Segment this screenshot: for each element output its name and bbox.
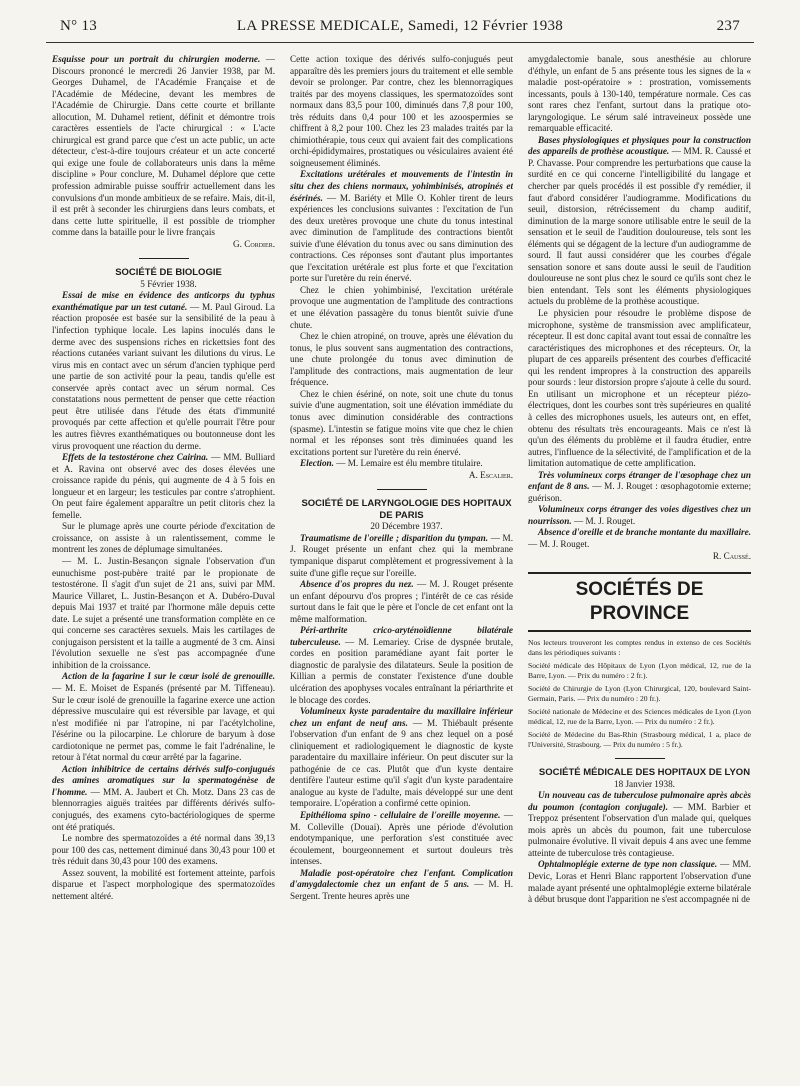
text-columns [52, 54, 752, 1079]
article: Péri-arthrite crico-aryténoïdienne bilatérale tuberculeuse. — M. Lemariey. Crise de dyspnée brutale, cordes en position paramédiane ayant fait porter le diagnostic de paralysie des dilatateurs. Seule la position de Killian a permis de constater l'existence d'une double ulcération des apophyses vocales entraînant la périarthrite et le blocage des cordes. [290, 625, 513, 705]
issue-number: N° 13 [60, 18, 98, 34]
article: Ophtalmoplégie externe de type non classique. — MM. Devic, Loras et Henri Blanc rapportent l'observation d'une malade ayant présenté une ophtalmoplégie externe bilatérale à début brusque dont l'apparition ne s'est accompagnée ni de [528, 859, 751, 905]
article: Effets de la testostérone chez Cairina. — MM. Bulliard et A. Ravina ont observé avec des doses élevées une croissance rapide du pénis, qui augmente de 4 à 5 fois en longueur et en largeur; les testicules par contre s'atrophient. On peut faire également apparaître un petit clitoris chez la femelle. [52, 452, 275, 520]
section-title: SOCIÉTÉ DE LARYNGOLOGIE DES HOPITAUX DE PARIS [301, 498, 512, 521]
paragraph: Cette action toxique des dérivés sulfo-conjugués peut apparaître dès les premiers jours du traitement et elle semble devoir se prolonger. Par contre, chez les blennorragiques traités par des moyens classiques, les spermatozoïdes sont normaux dans 83,5 pour 100, diminués dans 7,8 pour 100, très réduits dans 0,4 pour 100 et les azoospermies se chiffrent à 8,2 pour 100. Chez les 23 malades traités par la chimiothérapie, tous ceux qui avaient fait des complications orchi-épididymaires, prostatiques ou vésiculaires avaient été soigneusement éliminés. [290, 54, 513, 168]
section-date: 5 Février 1938. [140, 278, 197, 289]
article: Volumineux kyste paradentaire du maxillaire inférieur chez un enfant de neuf ans. — M. Thiébault présente l'observation d'un enfant de 9 ans chez lequel on a posé cliniquement et radiologiquement le diagnostic de kyste paradentaire du maxillaire inférieur. On peut discuter sur la pathogénie de ce cas. Plutôt que d'un kyste dentaire dentifère l'auteur estime qu'il s'agit d'un kyste paradentaire analogue au kyste de l'adulte, mais développé sur une dent temporaire. L'opération a confirmé cette opinion. [290, 706, 513, 809]
section-title: SOCIÉTÉ DE BIOLOGIE [115, 267, 222, 279]
section-title: SOCIÉTÉ MÉDICALE DES HOPITAUX DE LYON [538, 767, 751, 779]
list-item: Société de Chirurgie de Lyon (Lyon Chirurgical, 120, boulevard Saint-Germain, Paris. — Prix du numéro : 20 fr.). [528, 684, 751, 704]
intro-note: Nos lecteurs trouveront les comptes rendus in extenso de ces Sociétés dans les périodiques suivants : [528, 638, 751, 658]
article: Volumineux corps étranger des voies digestives chez un nourrisson. — M. J. Rouget. [528, 504, 751, 526]
article: Action de la fagarine I sur le cœur isolé de grenouille. — M. E. Moiset de Espanés (présenté par M. Tiffeneau). Sur le cœur isolé de grenouille la fagarine exerce une action dépressive musculaire qui est réversible par lavage, et qui n'est modifiée ni par l'atropine, ni par l'acétylcholine, l'ésérine ou la pilocarpine. Le chlorure de baryum à dose cardiotonique ne permet pas, comme le fait l'adrénaline, le retour à l'état normal du cœur arrêté par la fagarine. [52, 671, 275, 763]
page-header [46, 4, 754, 43]
column-3 [528, 54, 751, 1079]
article: Maladie post-opératoire chez l'enfant. Complication d'amygdalectomie chez un enfant de 5 ans. — M. H. Sergent. Trente heures après une [290, 867, 513, 901]
article: Bases physiologiques et physiques pour la construction des appareils de prothèse acoustique. — MM. R. Caussé et P. Chavasse. Pour comprendre les perturbations que cause la surdité en ce qui concerne l'intelligibilité du langage et chercher par quels procédés il est possible d'y remédier, il faut d'abord considérer l'audiogramme. Modifications du seuil, distorsion, rétrécissement du champ auditif, diminution de la marge sonore utilisable entre le seuil de la sensation et le seuil de l'audition douloureuse, tels sont les éléments qui se dégagent de la lecture d'un audiogramme de sourd. Il faut aussi considérer que les courbes d'égale sensation sonore et sans doute aussi le seuil de l'audition douloureuse ne sont plus chez le sourd ce qu'ils sont chez le bien entendant. Tels sont les éléments physiologiques actuels du problème de la prothèse acoustique. [528, 134, 751, 307]
major-section-title: SOCIÉTÉS DE PROVINCE [528, 572, 751, 632]
column-1 [52, 54, 275, 1079]
article: Action inhibitrice de certains dérivés sulfo-conjugués des amines aromatiques sur la spermatogénèse de l'homme. — MM. A. Jaubert et Ch. Motz. Dans 23 cas de blennorragies aiguës traitées par différents dérivés sulfo-conjugués, des examens cyto-bactériologiques de sperme ont été pratiqués. [52, 763, 275, 832]
page-number: 237 [716, 18, 740, 34]
article: Esquisse pour un portrait du chirurgien moderne. — Discours prononcé le mercredi 26 Janvier 1938, par M. Georges Duhamel, de l'Académie Française et de l'Académie de Médecine, devant les membres de l'Académie de Chirurgie. Dans cette courte et brillante allocution, M. Duhamel retient, définit et démontre trois caractères essentiels de l'acte chirurgical : « L'acte chirurgical est grand parce que c'est un acte public, un acte détecteur, c'est-à-dire toujours créateur et un acte concerté qui exige une foule de collaborateurs unis dans la même discipline » Pour conclure, M. Duhamel déplore que cette profession admirable puisse souffrir actuellement dans les convulsions d'un monde ambitieux de se refaire. Mais, dit-il, il est prêt à seconder les chirurgiens dans leurs combats, et dans cette lutte spirituelle, il est possible de triompher comme dans la bataille pour le livre français [52, 54, 275, 238]
article: Absence d'oreille et de branche montante du maxillaire. — M. J. Rouget. [528, 527, 751, 549]
paragraph: — M. L. Justin-Besançon signale l'observation d'un eunuchisme post-pubère traité par le propionate de testostérone. Il s'agit d'un sujet de 21 ans, suivi par MM. Maurice Villaret, L. Justin-Besançon et A. Dubéro-Duval depuis Mai 1937 et traité par l'hormone mâle depuis cette date. Le sujet a présenté une transformation complète en ce qui concerne ses caractères sexuels. Mais les cartilages de conjugaison persistent et la taille a augmenté de 3 cm. Ainsi l'évolution sexuelle ne s'est pas accompagnée d'une inhibition de la croissance. [52, 555, 275, 670]
section-date: 18 Janvier 1938. [614, 778, 675, 789]
signature: A. Escalier. [468, 469, 513, 480]
list-item: Société nationale de Médecine et des Sciences médicales de Lyon (Lyon médical, 12, rue de la Barre, Lyon. — Prix du numéro : 2 fr.). [528, 707, 751, 727]
section-date: 20 Décembre 1937. [370, 521, 443, 532]
paragraph: Le physicien pour résoudre le problème dispose de microphone, système de transmission avec amplificateur, récepteur. Il est donc capital avant tout essai de connaître les caractéristiques des microphones et des récepteurs. Or, la plupart de ces appareils présentent des courbes d'efficacité qui les rendent impropres à la construction des appareils pour sourds : leur distorsion propre s'ajoute à celle du sourd. En utilisant un microphone et un récepteur piézo-électriques, dont les courbes sont très supérieures en qualité à celles des microphones usuels, les auteurs ont, en effet, obtenu des résultats très encourageants. Mais ce n'est là qu'un des éléments du problème et il faudra étudier, entre autres, l'influence de la sélectivité, de l'amplification et de la limitation automatique de cette amplification. [528, 308, 751, 469]
article: Absence d'os propres du nez. — M. J. Rouget présente un enfant dépourvu d'os propres ; l'intérêt de ce cas réside surtout dans le fait que le père et l'oncle de cet enfant ont la même malformation. [290, 579, 513, 624]
article: Traumatisme de l'oreille ; disparition du tympan. — M. J. Rouget présente un enfant chez qui la membrane tympanique disparut complètement et progressivement à la suite d'une gifle reçue sur l'oreille. [290, 532, 513, 578]
article: Essai de mise en évidence des anticorps du typhus exanthématique par un test cutané. — M. Paul Giroud. La réaction proposée est basée sur la sensibilité de la peau à l'infection typhique locale. Les lapins inoculés dans le derme avec des suspensions riches en rickettsies font des réactions cutanées variant suivant les dilutions du virus. Le virus mis en contact avec un sérum d'ancien typhique perd une partie de son activité pour la peau, tandis qu'elle est conservée après contact avec un sérum normal. Ces constatations nous permettent de penser que cette réaction peut être utilisée dans l'étude des états d'immunité provoqués par cette affection et qu'elle pourrait l'être pour les autres fièvres exanthématiques ou boutonneuse dont les virus provoquent une réaction du derme. [52, 290, 275, 451]
paragraph: Assez souvent, la mobilité est fortement atteinte, parfois disparue et l'aspect morphologique des spermatozoïdes nettement altéré. [52, 867, 275, 901]
journal-title: LA PRESSE MEDICALE, Samedi, 12 Février 1938 [236, 18, 564, 34]
article: Un nouveau cas de tuberculose pulmonaire après abcès du poumon (contagion conjugale). — MM. Barbier et Treppoz présentent l'observation d'un malade qui, quelques mois après un abcès du poumon, fait une tuberculose pulmonaire évolutive. Il vivait depuis 4 ans avec une femme atteinte de tuberculose très contagieuse. [528, 790, 751, 858]
article: Election. — M. Lemaire est élu membre titulaire. [300, 458, 483, 469]
journal-page [0, 4, 800, 1086]
paragraph: Le nombre des spermatozoïdes a été normal dans 39,13 pour 100 des cas, nettement diminué dans 30,43 pour 100 et très réduit dans 30,43 pour 100 des examens. [52, 833, 275, 867]
periodicals-list [528, 638, 751, 750]
signature: G. Cordier. [233, 238, 275, 249]
paragraph: Chez le chien atropiné, on trouve, après une élévation du tonus, le plus souvent sans augmentation des contractions, une chute prolongée du tonus avec diminution de l'amplitude des contractions, mais augmentation de leur fréquence. [290, 331, 513, 388]
paragraph: Sur le plumage après une courte période d'excitation de croissance, on assiste à un ralentissement, comme le montrent les zones de déplumage simultanées. [52, 521, 275, 555]
article: Très volumineux corps étranger de l'œsophage chez un enfant de 8 ans. — M. J. Rouget : œsophagotomie externe; guérison. [528, 469, 751, 503]
paragraph: Chez le chien ésériné, on note, soit une chute du tonus suivie d'une augmentation, soit une élévation immédiate du tonus avec diminution considérable des contractions (spasme). L'intestin se fatigue moins vite que chez le chien normal et les réponses sont très diminuées quand les excitations portent sur l'uretère du rein énervé. [290, 388, 513, 457]
paragraph: amygdalectomie banale, sous anesthésie au chlorure d'éthyle, un enfant de 5 ans présente tous les signes de la « maladie post-opératoire » : prostration, vomissements incessants, pouls à 130-140, température normale. Ces cas sont rares chez l'enfant, surtout dans la pratique oto-laryngologique. Le sérum salé intraveineux possède une remarquable efficacité. [528, 54, 751, 134]
divider [139, 258, 189, 259]
list-item: Société de Médecine du Bas-Rhin (Strasbourg médical, 1 a, place de l'Université, Strasbourg. — Prix du numéro : 5 fr.). [528, 730, 751, 750]
column-2 [290, 54, 513, 1079]
signature: R. Caussé. [712, 550, 751, 561]
paragraph: Chez le chien yohimbinisé, l'excitation urétérale provoque une augmentation de l'amplitude des contractions et une élévation passagère du tonus bientôt suivie d'une chute. [290, 284, 513, 330]
divider [615, 758, 665, 759]
divider [377, 489, 427, 490]
list-item: Société médicale des Hôpitaux de Lyon (Lyon médical, 12, rue de la Barre, Lyon. — Prix du numéro : 2 fr.). [528, 661, 751, 681]
article: Excitations urétérales et mouvements de l'intestin in situ chez des chiens normaux, yohimbinisés, atropinés et ésérinés. — M. Bariéty et Mlle O. Kohler tirent de leurs expériences les conclusions suivantes : l'excitation de l'un des deux uretères provoque une chute du tonus intestinal avec diminution de l'amplitude des contractions bientôt suivie d'une élévation du tonus avec ou sans diminution des contractions. Ces réponses sont d'autant plus importantes que l'excitation urétérale est plus forte et que l'excitation porte sur l'uretère du rein énervé. [290, 169, 513, 284]
article: Epithélioma spino - cellulaire de l'oreille moyenne. — M. Colleville (Douai). Après une période d'évolution endotympanique, une perforation s'est constituée avec écoulement, bourgeonnement et surtout douleurs très intenses. [290, 810, 513, 867]
